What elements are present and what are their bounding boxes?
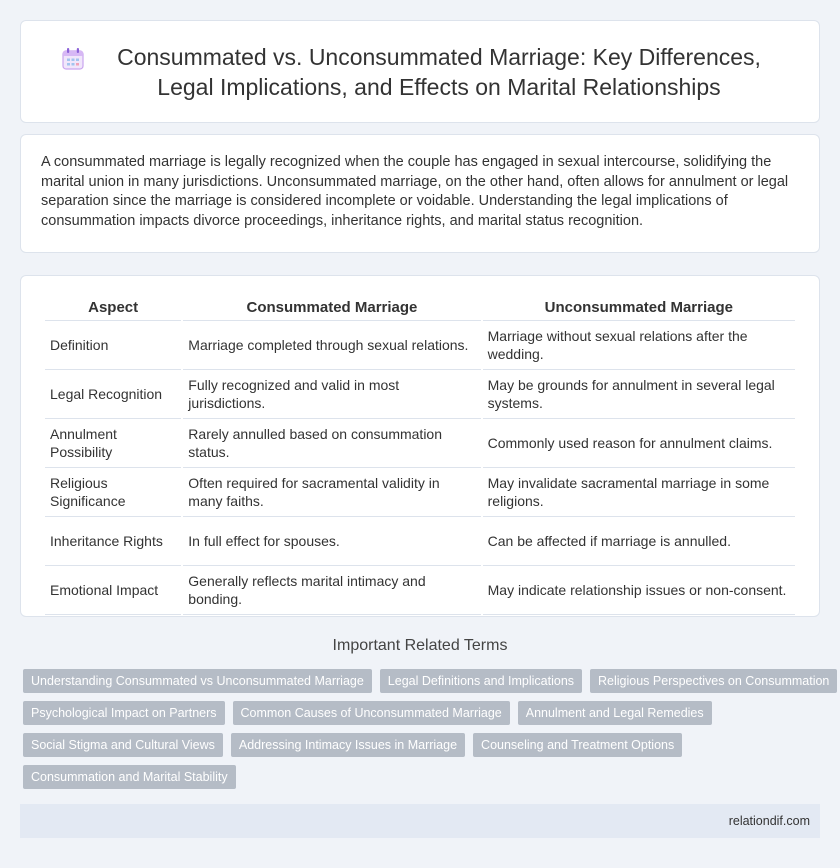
table-row (45, 370, 795, 419)
row-aspect: Emotional Impact (45, 566, 181, 615)
tag-row (23, 733, 823, 757)
table-row (45, 517, 795, 566)
intro-card (20, 134, 820, 253)
table-row (45, 321, 795, 370)
row-unconsummated: May indicate relationship issues or non-consent. (483, 566, 795, 615)
related-tag[interactable]: Counseling and Treatment Options (473, 733, 682, 757)
title-wrap (60, 42, 780, 102)
footer (20, 804, 820, 838)
intro-text: A consummated marriage is legally recognized when the couple has engaged in sexual intercourse, solidifying the marital union in many jurisdictions. Unconsummated marriage, on the other hand, often allows for annulment or legal separation since the marriage is considered incomplete or voidable. Understanding the legal implications of consummation impacts divorce proceedings, inheritance rights, and marital status recognition. (41, 154, 789, 229)
row-unconsummated: Marriage without sexual relations after the wedding. (483, 321, 795, 370)
table-row (45, 566, 795, 615)
related-tag[interactable]: Annulment and Legal Remedies (518, 701, 712, 725)
row-consummated: In full effect for spouses. (183, 517, 480, 566)
row-aspect: Annulment Possibility (45, 419, 181, 468)
row-unconsummated: May invalidate sacramental marriage in some religions. (483, 468, 795, 517)
related-tag[interactable]: Religious Perspectives on Consummation (590, 669, 837, 693)
related-tag[interactable]: Understanding Consummated vs Unconsummated Marriage (23, 669, 372, 693)
table-row (45, 468, 795, 517)
related-tag[interactable]: Psychological Impact on Partners (23, 701, 225, 725)
row-aspect: Religious Significance (45, 468, 181, 517)
table-card (20, 275, 820, 617)
related-tags (23, 669, 830, 797)
page-title: Consummated vs. Unconsummated Marriage: Key Differences, Legal Implications, and Effects on Marital Relationships (117, 43, 761, 100)
row-unconsummated: Can be affected if marriage is annulled. (483, 517, 795, 566)
related-tag[interactable]: Social Stigma and Cultural Views (23, 733, 223, 757)
row-unconsummated: May be grounds for annulment in several legal systems. (483, 370, 795, 419)
row-consummated: Marriage completed through sexual relations. (183, 321, 480, 370)
tag-row (23, 765, 823, 789)
row-unconsummated: Commonly used reason for annulment claims. (483, 419, 795, 468)
row-aspect: Definition (45, 321, 181, 370)
related-tag[interactable]: Common Causes of Unconsummated Marriage (233, 701, 510, 725)
title-card (20, 20, 820, 123)
row-aspect: Legal Recognition (45, 370, 181, 419)
table-row (45, 419, 795, 468)
related-tag[interactable]: Addressing Intimacy Issues in Marriage (231, 733, 465, 757)
row-consummated: Often required for sacramental validity in many faiths. (183, 468, 480, 517)
header-consummated: Consummated Marriage (183, 296, 480, 321)
related-tag[interactable]: Consummation and Marital Stability (23, 765, 236, 789)
footer-site-link[interactable]: relationdif.com (728, 814, 810, 828)
row-consummated: Generally reflects marital intimacy and bonding. (183, 566, 480, 615)
comparison-table (43, 296, 797, 615)
related-terms-title: Important Related Terms (332, 637, 508, 654)
calendar-icon (60, 46, 86, 72)
tag-row (23, 701, 823, 725)
row-consummated: Fully recognized and valid in most jurisdictions. (183, 370, 480, 419)
table-header-row (45, 296, 795, 321)
header-aspect: Aspect (45, 296, 181, 321)
related-tag[interactable]: Legal Definitions and Implications (380, 669, 582, 693)
row-consummated: Rarely annulled based on consummation status. (183, 419, 480, 468)
tag-row (23, 669, 830, 693)
row-aspect: Inheritance Rights (45, 517, 181, 566)
header-unconsummated: Unconsummated Marriage (483, 296, 795, 321)
